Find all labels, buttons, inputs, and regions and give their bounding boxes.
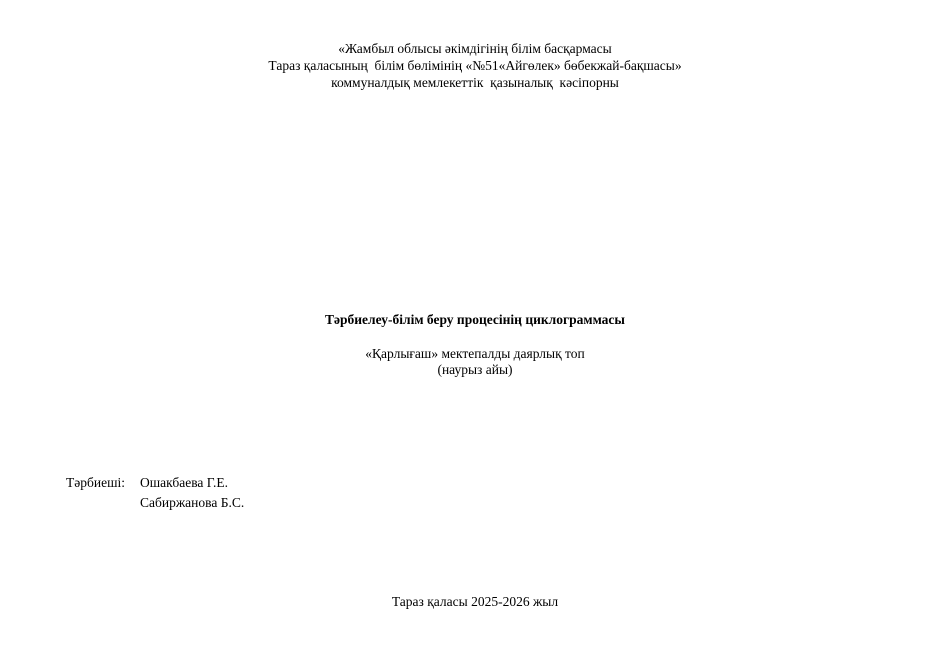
teacher-row-2 [66, 493, 244, 513]
document-footer: Тараз қаласы 2025-2026 жыл [391, 594, 559, 609]
document-title: Тәрбиелеу-білім беру процесінің циклограммасы [325, 312, 625, 327]
group-info [0, 346, 950, 378]
group-name: «Қарлығаш» мектепалды даярлық топ [365, 346, 585, 361]
teacher-row-1 [66, 473, 244, 493]
organization-header [0, 40, 950, 91]
header-line-1: «Жамбыл облысы әкімдігінің білім басқармасы [338, 41, 612, 56]
teacher-name-2: Сабиржанова Б.С. [140, 495, 245, 510]
title-block [0, 311, 950, 328]
teachers-block [66, 473, 244, 513]
teacher-name-1: Ошакбаева Г.Е. [140, 475, 229, 490]
teachers-label: Тәрбиеші: [66, 475, 125, 490]
header-line-3: коммуналдық мемлекеттік қазыналық кәсіпорны [331, 75, 619, 90]
header-line-2: Тараз қаласының білім бөлімінің «№51«Айгөлек» бөбекжай-бақшасы» [268, 58, 682, 73]
group-month: (наурыз айы) [437, 362, 513, 377]
